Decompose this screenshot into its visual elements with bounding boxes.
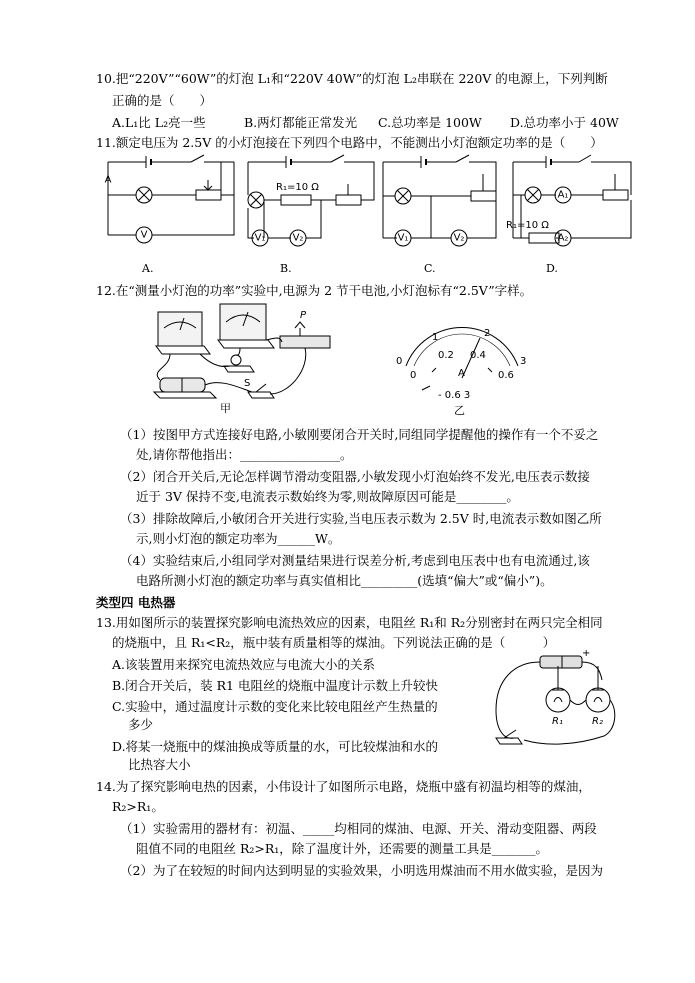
circuit-d-r1-label: R₁=10 Ω — [506, 220, 549, 231]
circuit-d — [513, 155, 631, 246]
fig-yi-caption: 乙 — [454, 404, 465, 417]
q12-sub3-line1: （3）排除故障后,小敏闭合开关进行实验,当电压表示数为 2.5V 时,电流表示数如图乙所 — [120, 511, 602, 526]
section-heading: 类型四 电热器 — [96, 595, 176, 610]
circuit-b — [248, 155, 374, 246]
q13-figure-flasks — [484, 650, 624, 752]
q12-sub2-line1: （2）闭合开关后,无论怎样调节滑动变阻器,小敏发现小灯泡始终不发光,电压表示数接 — [120, 469, 590, 484]
q13-stem-line2: 的烧瓶中，且 R₁<R₂，瓶中装有质量相等的煤油。下列说法正确的是（ ） — [112, 635, 556, 650]
q11-caption-a: A. — [142, 262, 154, 275]
q13-stem-line1: 13.用如图所示的装置探究影响电流热效应的因素，电阻丝 R₁和 R₂分别密封在两只完全相同 — [96, 615, 603, 630]
circuit-a-ammeter: A — [104, 174, 112, 186]
dial-outer-label-0-6: 0.6 — [498, 370, 514, 381]
dial-mid-label-0-2: 0.2 — [438, 350, 454, 361]
q14-stem-line2: R₂>R₁。 — [112, 799, 164, 814]
q14-sub2-line1: （2）为了在较短的时间内达到明显的实验效果，小明选用煤油而不用水做实验，是因为 — [120, 863, 603, 878]
q10-stem-line1: 10.把“220V”“60W”的灯泡 L₁和“220V 40W”的灯泡 L₂串联在 220V 的电源上，下列判断 — [96, 71, 608, 86]
circuit-b-r1-label: R₁=10 Ω — [276, 182, 319, 193]
q11-caption-c: C. — [424, 262, 436, 275]
q10-stem-line2: 正确的是（ ） — [112, 93, 213, 108]
dial-outer-label-0: 0 — [410, 370, 417, 381]
q12-sub2-line2: 近于 3V 保持不变,电流表示数始终为零,则故障原因可能是________。 — [136, 489, 519, 504]
circuit-d-a1: A₁ — [557, 189, 569, 201]
circuit-c-v1: V₁ — [397, 232, 409, 244]
flask-r1-label: R₁ — [552, 716, 563, 727]
q13-option-b: B.闭合开关后，装 R1 电阻丝的烧瓶中温度计示数上升较快 — [112, 678, 438, 693]
fig-jia-s-label: S — [244, 378, 251, 389]
circuit-c-v2: V₂ — [453, 232, 465, 244]
dial-mid-label-0-4: 0.4 — [470, 350, 486, 361]
battery-plus: + — [582, 650, 591, 659]
q13-option-c-line2: 多少 — [128, 717, 154, 732]
flask-r2-label: R₂ — [592, 716, 603, 727]
q10-option-c: C.总功率是 100W — [378, 115, 482, 130]
circuit-a — [108, 155, 234, 243]
q13-option-d-line2: 比热容大小 — [128, 757, 191, 772]
q12-stem: 12.在“测量小灯泡的功率”实验中,电源为 2 节干电池,小灯泡标有“2.5V”字样。 — [96, 283, 533, 298]
q14-stem-line1: 14.为了探究影响电热的因素，小伟设计了如图所示电路，烧瓶中盛有初温均相等的煤油， — [96, 779, 591, 794]
q13-option-d-line1: D.将某一烧瓶中的煤油换成等质量的水，可比较煤油和水的 — [112, 739, 439, 754]
dial-top-label-2: 2 — [484, 328, 491, 339]
dial-unit: A — [458, 368, 465, 379]
q13-option-a: A.该装置用来探究电流热效应与电流大小的关系 — [112, 657, 376, 672]
dial-end-label-0: 0 — [396, 356, 403, 367]
q12-sub1-line1: （1）按图甲方式连接好电路,小敏刚要闭合开关时,同组同学提醒他的操作有一个不妥之 — [120, 427, 599, 442]
q14-sub1-line2: 阻值不同的电阻丝 R₂>R₁，除了温度计外，还需要的测量工具是_______。 — [136, 841, 549, 856]
q12-figure-yi-ammeter-dial — [392, 318, 532, 420]
q12-sub4-line1: （4）实验结束后,小组同学对测量结果进行误差分析,考虑到电压表中也有电流通过,该 — [120, 553, 590, 568]
q11-caption-b: B. — [280, 262, 292, 275]
fig-jia-caption: 甲 — [220, 402, 231, 415]
q12-sub3-line2: 示,则小灯泡的额定功率为______W。 — [136, 531, 341, 546]
q12-figure-jia — [140, 298, 340, 416]
q12-sub1-line2: 处,请你帮他指出：________________。 — [136, 447, 353, 462]
q12-sub4-line2: 电路所测小灯泡的额定功率与真实值相比_________(选填“偏大”或“偏小”)。 — [136, 573, 553, 588]
q10-option-a: A.L₁比 L₂亮一些 — [112, 115, 206, 130]
q13-option-c-line1: C.实验中，通过温度计示数的变化来比较电阻丝产生热量的 — [112, 699, 438, 714]
circuit-b-v2: V₂ — [292, 232, 304, 244]
q11-circuit-diagrams — [96, 150, 636, 260]
q10-option-d: D.总功率小于 40W — [510, 115, 619, 130]
dial-top-label-1: 1 — [432, 332, 439, 343]
q11-stem: 11.额定电压为 2.5V 的小灯泡接在下列四个电路中，不能测出小灯泡额定功率的是（ ） — [96, 135, 603, 150]
circuit-a-voltmeter: V — [140, 229, 148, 241]
circuit-b-v1: V₁ — [254, 232, 266, 244]
q11-caption-d: D. — [546, 262, 558, 275]
fig-jia-p-label: P — [300, 310, 307, 321]
q14-sub1-line1: （1）实验需用的器材有：初温、_____均相同的煤油、电源、开关、滑动变阻器、两段 — [120, 821, 597, 836]
circuit-d-a2: A₂ — [557, 232, 569, 244]
dial-end-label-3: 3 — [520, 356, 527, 367]
dial-terminals: - 0.6 3 — [438, 390, 471, 401]
q10-option-b: B.两灯都能正常发光 — [244, 115, 358, 130]
